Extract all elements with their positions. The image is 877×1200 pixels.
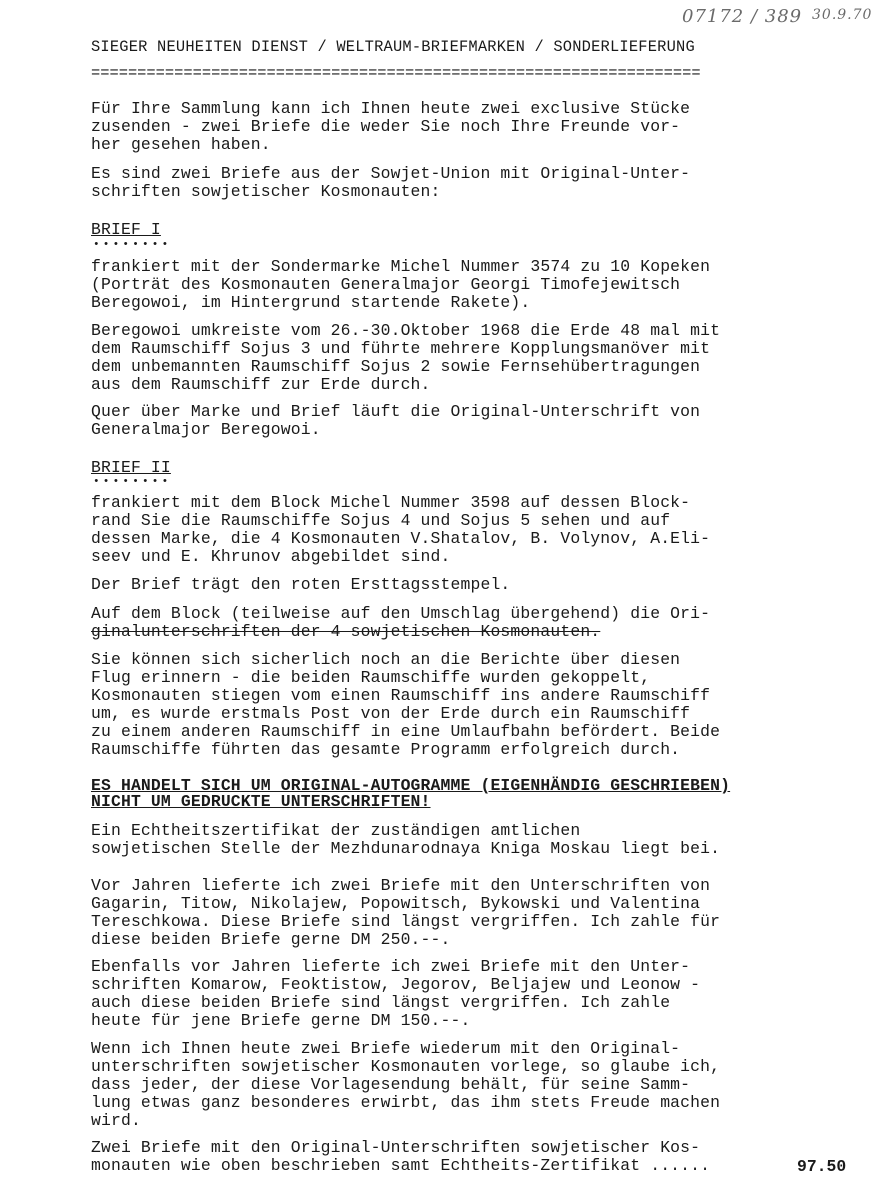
- brief-2-paragraph-3b: ginalunterschriften der 4 sowjetischen Kosmonauten.: [91, 622, 601, 641]
- brief-1-heading: BRIEF I: [91, 220, 161, 239]
- intro-paragraph-1: Für Ihre Sammlung kann ich Ihnen heute zwei exclusive Stücke zusenden - zwei Briefe die weder Sie noch Ihre Freunde vor- her gesehen haben.: [91, 99, 691, 154]
- offer-price: 97.50: [797, 1157, 847, 1176]
- history-paragraph-3: Wenn ich Ihnen heute zwei Briefe wiederum mit den Original- unterschriften sowjetischer Kosmonauten vorlege, so glaube ich, dass jeder, der diese Vorlagesendung behält, für seine Samm- lung etwas ganz besonderes erwirbt, das ihm stets Freude machen wird.: [91, 1039, 721, 1130]
- header-rule: ==================================================================: [91, 64, 701, 82]
- intro-paragraph-2: Es sind zwei Briefe aus der Sowjet-Union mit Original-Unter- schriften sowjetischer Kosmonauten:: [91, 164, 691, 201]
- brief-2-heading: BRIEF II: [91, 458, 171, 477]
- history-paragraph-1: Vor Jahren lieferte ich zwei Briefe mit den Unterschriften von Gagarin, Titow, Nikolajew, Popowitsch, Bykowski und Valentina Tereschkowa. Diese Briefe sind längst vergriffen. Ich zahle für diese beiden Briefe gerne DM 250.--.: [91, 876, 721, 949]
- brief-2-paragraph-4: Sie können sich sicherlich noch an die Berichte über diesen Flug erinnern - die beiden Raumschiffe wurden gekoppelt, Kosmonauten stiegen vom einen Raumschiff ins andere Raumschiff um, es wurde erstmals Post von der Erde durch ein Raumschiff zu einem anderen Raumschiff in eine Umlaufbahn befördert. Beide Raumschiffe führten das gesamte Programm erfolgreich durch.: [91, 650, 721, 759]
- notice-line-1: ES HANDELT SICH UM ORIGINAL-AUTOGRAMME (EIGENHÄNDIG GESCHRIEBEN): [91, 776, 731, 795]
- letter-header: SIEGER NEUHEITEN DIENST / WELTRAUM-BRIEFMARKEN / SONDERLIEFERUNG: [91, 38, 695, 56]
- brief-2-paragraph-3a: Auf dem Block (teilweise auf den Umschlag übergehend) die Ori-: [91, 604, 711, 623]
- handwritten-reference: 07172 / 389: [682, 6, 803, 27]
- brief-1-paragraph-3: Quer über Marke und Brief läuft die Original-Unterschrift von Generalmajor Beregowoi.: [91, 402, 701, 439]
- brief-2-paragraph-1: frankiert mit dem Block Michel Nummer 3598 auf dessen Block- rand Sie die Raumschiffe Sojus 4 und Sojus 5 sehen und auf dessen Marke, die 4 Kosmonauten V.Shatalov, B. Volynov, A.Eli- seev und E. Khrunov abgebildet sind.: [91, 493, 711, 566]
- brief-2-paragraph-2: Der Brief trägt den roten Ersttagsstempel.: [91, 575, 511, 594]
- offer-paragraph: Zwei Briefe mit den Original-Unterschriften sowjetischer Kos- monauten wie oben beschrieben samt Echtheits-Zertifikat ......: [91, 1138, 711, 1175]
- history-paragraph-2: Ebenfalls vor Jahren lieferte ich zwei Briefe mit den Unter- schriften Komarow, Feoktistow, Jegorov, Beljajew und Leonow - auch diese beiden Briefe sind längst vergriffen. Ich zahle heute für jene Briefe gerne DM 150.--.: [91, 957, 701, 1030]
- brief-2-dots: ••••••••: [93, 476, 172, 488]
- certificate-paragraph: Ein Echtheitszertifikat der zuständigen amtlichen sowjetischen Stelle der Mezhdunarodnaya Kniga Moskau liegt bei.: [91, 821, 721, 858]
- handwritten-date: 30.9.70: [812, 7, 873, 23]
- brief-1-paragraph-1: frankiert mit der Sondermarke Michel Nummer 3574 zu 10 Kopeken (Porträt des Kosmonauten Generalmajor Georgi Timofejewitsch Beregowoi, im Hintergrund startende Rakete).: [91, 257, 711, 312]
- brief-1-paragraph-2: Beregowoi umkreiste vom 26.-30.Oktober 1968 die Erde 48 mal mit dem Raumschiff Sojus 3 und führte mehrere Kopplungsmanöver mit dem unbemannten Raumschiff Sojus 2 sowie Fernsehübertragungen aus dem Raumschiff zur Erde durch.: [91, 321, 721, 394]
- notice-line-2: NICHT UM GEDRUCKTE UNTERSCHRIFTEN!: [91, 792, 431, 811]
- brief-1-dots: ••••••••: [93, 239, 172, 251]
